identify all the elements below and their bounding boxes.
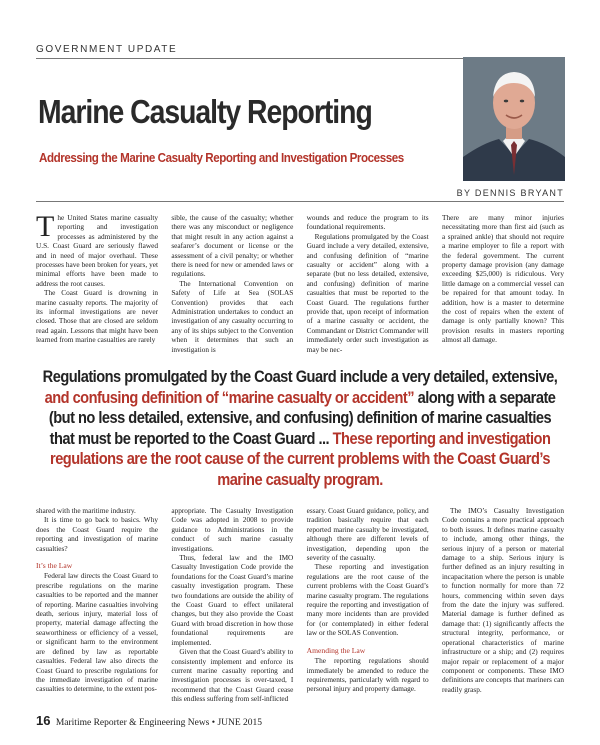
body-paragraph: shared with the maritime industry. [36, 506, 136, 515]
bottom-column-2 [171, 506, 293, 704]
body-paragraph: wounds and reduce the program to its foundational requirements. [306, 213, 429, 232]
top-column-1 [36, 210, 158, 354]
body-paragraph: There are many minor injuries necessitating more than first aid (such as a sprained ankle) that should not require a marine employer to file a report with the federal government. The current property damage provision (any damage exceeding $25,000) is ridiculous. Very little damage on a commercial vessel can be repaired for that amount today. In addition, how is a master to determine the cost of repairs when the extent of damage is only partially known? This provision results in masters reporting almost all damage. [441, 213, 564, 345]
pull-quote-highlight: These reporting and investigation regulations are the root cause of the current problems with the Coast Guard’s marine casualty program. [50, 428, 551, 489]
body-paragraph: The IMO’s Casualty Investigation Code contains a more practical approach to both issues. It defines marine casualty to include, among other things, the serious injury of a person or material damage to a ship. Serious injury is further defined as an injury resulting in incapacitation where the person is unable to function normally for more than 72 hours, commencing within seven days from the date the injury was suffered. Material damage is further defined as damage that: (1) significantly affects the structural integrity, performance, or operational characteristics of marine infrastructure or a ship; and (2) requires major repair or replacement of a major component or components. These IMO definitions are concepts that mariners can readily grasp. [441, 506, 564, 694]
body-paragraph: Thus, federal law and the IMO Casualty Investigation Code provide the foundations for the Coast Guard’s marine casualty investigation program. These two foundations are outside the ability of the Coast Guard to effect unilateral changes, but they also provide the Coast Guard with broad discretion in how those foundational requirements are implemented. [171, 553, 294, 647]
body-paragraph: The Coast Guard is drowning in marine casualty reports. The majority of its informal investigations are never closed. Those that are closed are seldom read again. Lessons that might have been learned from marine casualties are rarely [36, 288, 158, 345]
section-heading: It’s the Law [36, 561, 73, 571]
publication-name: Maritime Reporter & Engineering News • JUNE 2015 [55, 718, 263, 728]
body-paragraph: It is time to go back to basics. Why does the Coast Guard require the reporting and investigation of marine casualties? [36, 515, 158, 553]
top-column-4 [442, 213, 564, 354]
bottom-column-1 [36, 506, 158, 704]
body-paragraph: essary. Coast Guard guidance, policy, and tradition basically require that each reported marine casualty be investigated, although there are different levels of investigation, depending upon the severity of the casualty. [306, 506, 429, 563]
article-byline: BY DENNIS BRYANT [456, 188, 564, 198]
section-heading: Amending the Law [306, 645, 366, 655]
section-label: GOVERNMENT UPDATE [36, 44, 178, 55]
author-portrait-icon [463, 57, 565, 181]
pull-quote-text: along with a separate (but no less detailed, extensive, and confusing) definition of marine casualties that must be reported to the Coast Guard ... [48, 387, 556, 448]
top-column-2 [171, 213, 293, 354]
top-columns [36, 210, 564, 354]
body-paragraph: Regulations promulgated by the Coast Guard include a very detailed, extensive, and confusing definition of “marine casualty or accident” along with a separate (but no less detailed, extensive, and confusing) definition of marine casualties that must be reported to the Coast Guard. The regulations further provide that, upon receipt of information of a marine casualty or accident, the Commandant or District Commander will immediately order such investigation as may be nec- [306, 231, 429, 354]
bottom-columns [36, 506, 564, 704]
body-paragraph: he United States marine casualty reporting and investigation processes as administered by the U.S. Coast Guard are seriously flawed and in need of major overhaul. These processes have been broken for years, yet minimal efforts have been made to address the root causes. [36, 213, 158, 288]
body-paragraph: These reporting and investigation regulations are the root cause of the current problems with the Coast Guard’s marine casualty program. The regulations require the reporting and investigation of many more incidents than are provided for (or contemplated) in either federal law or the SOLAS Convention. [306, 562, 429, 638]
body-paragraph: sible, the cause of the casualty; whether there was any misconduct or negligence that might result in any action against a seafarer’s document or license or the assessment of a civil penalty; or whether there is need for new or amended laws or regulations. [171, 213, 294, 279]
pull-quote [36, 367, 564, 490]
page-number: 16 [36, 713, 51, 728]
body-paragraph: appropriate. The Casualty Investigation Code was adopted in 2008 to provide guidance to Administrations in the conduct of such marine casualty investigations. [171, 506, 294, 553]
page-footer [36, 713, 262, 728]
body-paragraph: Federal law directs the Coast Guard to prescribe regulations on the marine casualties to be reported and the manner of reporting. Marine casualties involving death, serious injury, material loss of property, material damage affecting the seaworthiness or efficiency of a vessel, or significant harm to the environment are defined by law as reportable casualties. Federal law also directs the Coast Guard to prescribe regulations for the immediate investigation of marine casualties to determine, to the extent pos- [36, 571, 158, 694]
byline-rule [36, 201, 564, 202]
author-photo [463, 57, 565, 181]
body-paragraph: The reporting regulations should immediately be amended to reduce the requirements, particularly with regard to personal injury and property damage. [306, 656, 429, 694]
article-title: Marine Casualty Reporting [38, 93, 372, 130]
drop-cap: T [36, 210, 55, 243]
article-subtitle: Addressing the Marine Casualty Reporting and Investigation Processes [39, 150, 404, 165]
body-paragraph: The International Convention on Safety of Life at Sea (SOLAS Convention) provides that each Administration undertakes to conduct an investigation of any casualty occurring to any of its ships subject to the Convention when it determines that such an investigation is [171, 278, 294, 354]
top-column-3 [307, 213, 429, 354]
pull-quote-text: Regulations promulgated by the Coast Guard include a very detailed, extensive, [42, 367, 558, 386]
bottom-column-4 [442, 506, 564, 704]
body-paragraph: Given that the Coast Guard’s ability to consistently implement and enforce its current marine casualty reporting and investigation processes is over-taxed, I recommend that the Coast Guard cease this endless suffering from self-inflicted [171, 647, 294, 704]
pull-quote-highlight: and confusing definition of “marine casualty or accident” [44, 387, 415, 407]
bottom-column-3 [307, 506, 429, 704]
